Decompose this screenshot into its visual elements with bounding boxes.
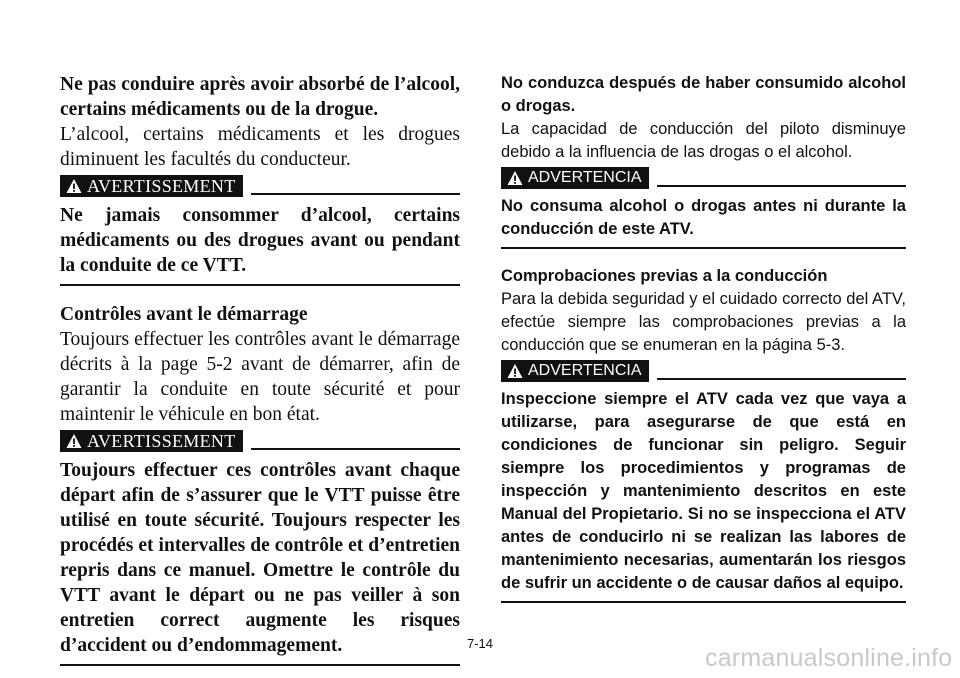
es-heading-alcohol: No conduzca después de haber consumido alcohol o drogas. <box>501 74 906 115</box>
fr-warning-header-2 <box>60 430 460 452</box>
warning-triangle-icon <box>66 433 82 449</box>
warning-top-rule <box>251 448 461 450</box>
es-warning-text-1: No consuma alcohol o drogas antes ni durante la conducción de este ATV. <box>501 197 906 238</box>
es-body-alcohol: La capacidad de conducción del piloto disminuye debido a la influencia de las drogas o el alcohol. <box>501 120 906 161</box>
spanish-column <box>501 72 906 603</box>
warning-top-rule <box>251 193 461 195</box>
fr-heading-alcohol: Ne pas conduire après avoir absorbé de l’alcool, certains médicaments ou de la drogue. <box>60 74 460 120</box>
warning-top-rule <box>657 185 906 187</box>
warning-bottom-rule <box>60 664 460 666</box>
fr-warning-text-1: Ne jamais consommer d’alcool, certains médicaments ou des drogues avant ou pendant la conduite de ce VTT. <box>60 205 460 276</box>
fr-warning-text-2: Toujours effectuer ces contrôles avant chaque départ afin de s’assurer que le VTT puisse être utilisé en toute sécurité. Toujours respecter les procédés et intervalles de contrôle et d’entretien repris dans ce manuel. Omettre le contrôle du VTT avant le départ ou ne pas veiller à son entretien correct augmente les risques d’accident ou d’endommagement. <box>60 460 460 656</box>
fr-warning-label-1: AVERTISSEMENT <box>87 175 236 196</box>
es-warning-header-2 <box>501 360 906 382</box>
es-warning-label-2: ADVERTENCIA <box>528 362 642 379</box>
fr-body-alcohol: L’alcool, certains médicaments et les drogues diminuent les facultés du conducteur. <box>60 124 460 170</box>
warning-triangle-icon <box>507 363 523 379</box>
warning-bottom-rule <box>501 601 906 603</box>
page-number: 7-14 <box>466 636 494 651</box>
french-column <box>60 72 460 666</box>
warning-triangle-icon <box>66 178 82 194</box>
warning-triangle-icon <box>507 170 523 186</box>
fr-warning-label-2: AVERTISSEMENT <box>87 430 236 451</box>
fr-heading-checks: Contrôles avant le démarrage <box>60 304 308 325</box>
watermark: carmanualsonline.info <box>705 644 953 672</box>
fr-body-checks: Toujours effectuer les contrôles avant le démarrage décrits à la page 5-2 avant de démarrer, afin de garantir la conduite en toute sécurité et pour maintenir le véhicule en bon état. <box>60 329 460 425</box>
es-body-checks: Para la debida seguridad y el cuidado correcto del ATV, efectúe siempre las comprobaciones previas a la conducción que se enumeran en la página 5-3. <box>501 290 906 354</box>
es-warning-label-1: ADVERTENCIA <box>528 169 642 186</box>
fr-warning-header-1 <box>60 175 460 197</box>
es-heading-checks: Comprobaciones previas a la conducción <box>501 267 828 285</box>
fr-warning-badge-2 <box>60 430 243 452</box>
es-warning-text-2: Inspeccione siempre el ATV cada vez que vaya a utilizarse, para asegurarse de que está en condiciones de funcionar sin peligro. Seguir siempre los procedimientos y programas de inspección y mantenimiento descritos en este Manual del Propietario. Si no se inspecciona el ATV antes de conducirlo ni se realizan las labores de mantenimiento necesarias, aumentarán los riesgos de sufrir un accidente o de causar daños al equipo. <box>501 390 906 592</box>
warning-top-rule <box>657 378 906 380</box>
es-warning-badge-2 <box>501 360 649 382</box>
es-warning-header-1 <box>501 167 906 189</box>
fr-warning-badge-1 <box>60 175 243 197</box>
es-warning-badge-1 <box>501 167 649 189</box>
